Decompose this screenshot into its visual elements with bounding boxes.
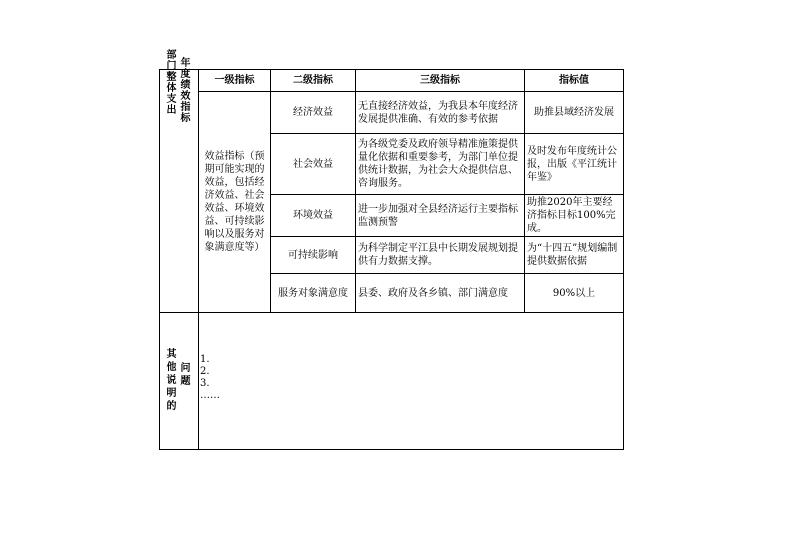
note-line: 2. [200,366,210,377]
grid-line [159,312,624,313]
header-value: 指标值 [559,75,589,86]
row-social-level3: 为各级党委及政府领导精准施策提供量化依据和重要参考，为部门单位提供统计数据，为社会大众提供信息、咨询服务。 [358,139,518,189]
problem-label: 问题 [180,363,191,387]
other-notes-list [200,354,220,402]
dept-overall-spending-label: 部门整体支出 [166,50,177,116]
annual-performance-indicator-label: 年度绩效指标 [180,58,191,124]
row-environment-value: 助推2020年主要经济指标目标100%完成。 [527,197,616,234]
row-social-level2: 社会效益 [293,158,333,170]
row-environment-level2: 环境效益 [293,210,333,221]
header-level2: 二级指标 [293,75,333,86]
row-sustainable-level2: 可持续影响 [288,249,338,261]
row-satisfaction-level2: 服务对象满意度 [278,287,348,299]
header-level1: 一级指标 [214,75,255,86]
other-explanation-label: 其他说明的 [166,349,177,412]
row-economic-level3: 无直接经济效益，为我县本年度经济发展提供准确、有效的参考依据 [358,100,518,125]
header-level3: 三级指标 [420,75,460,86]
row-economic-level2: 经济效益 [293,107,333,118]
grid-line [198,69,199,450]
row-sustainable-value: 为“十四五”规划编制提供数据依据 [527,243,618,267]
row-economic-value: 助推县域经济发展 [534,107,614,118]
row-environment-level3: 进一步加强对全县经济运行主要指标监测预警 [358,203,518,228]
note-line: 3. [200,378,210,389]
row-sustainable-level3: 为科学制定平江县中长期发展规划提供有力数据支撑。 [358,243,518,267]
row-satisfaction-level3: 县委、政府及各乡镇、部门满意度 [358,287,508,299]
level1-benefit-indicator: 效益指标（预期可能实现的效益，包括经济效益、社会效益、环境效益、可持续影响以及服务对象满意度等） [204,151,265,253]
note-line: …… [200,390,220,401]
row-satisfaction-value: 90%以上 [552,287,596,299]
row-social-value: 及时发布年度统计公报，出版《平江统计年鉴》 [527,145,617,183]
note-line: 1. [200,354,210,365]
